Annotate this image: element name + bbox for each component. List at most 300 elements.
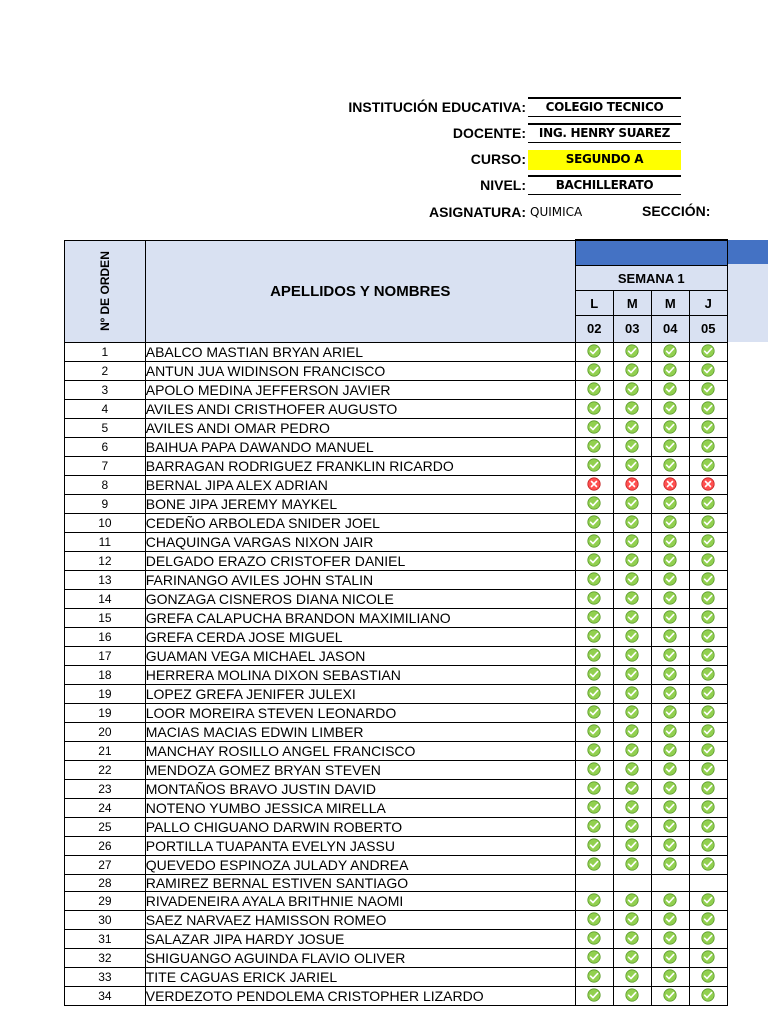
attendance-cell[interactable]: [575, 361, 613, 380]
check-circle-icon: [625, 819, 639, 833]
attendance-cell[interactable]: [651, 760, 689, 779]
attendance-cell[interactable]: [689, 986, 727, 1005]
attendance-cell[interactable]: [651, 532, 689, 551]
check-circle-icon: [701, 515, 715, 529]
check-circle-icon: [625, 724, 639, 738]
table-row: [65, 475, 728, 494]
student-name: AVILES ANDI CRISTHOFER AUGUSTO: [145, 399, 575, 418]
check-circle-icon: [587, 912, 601, 926]
day-header: J: [689, 291, 727, 316]
attendance-cell[interactable]: [613, 418, 651, 437]
attendance-cell[interactable]: [689, 418, 727, 437]
check-circle-icon: [587, 969, 601, 983]
attendance-cell[interactable]: [613, 910, 651, 929]
check-circle-icon: [587, 458, 601, 472]
check-circle-icon: [663, 819, 677, 833]
attendance-cell[interactable]: [651, 570, 689, 589]
attendance-cell[interactable]: [613, 741, 651, 760]
attendance-cell[interactable]: [575, 570, 613, 589]
check-circle-icon: [663, 496, 677, 510]
check-circle-icon: [663, 629, 677, 643]
attendance-cell[interactable]: [575, 589, 613, 608]
check-circle-icon: [663, 648, 677, 662]
attendance-cell[interactable]: [651, 929, 689, 948]
attendance-cell[interactable]: [613, 684, 651, 703]
check-circle-icon: [625, 988, 639, 1002]
check-circle-icon: [587, 800, 601, 814]
student-name: MONTAÑOS BRAVO JUSTIN DAVID: [145, 779, 575, 798]
check-circle-icon: [701, 969, 715, 983]
check-circle-icon: [663, 950, 677, 964]
check-circle-icon: [701, 800, 715, 814]
student-name: LOPEZ GREFA JENIFER JULEXI: [145, 684, 575, 703]
check-circle-icon: [663, 382, 677, 396]
date-header: 05: [689, 316, 727, 342]
attendance-cell[interactable]: [651, 967, 689, 986]
attendance-cell[interactable]: [651, 513, 689, 532]
student-name: APOLO MEDINA JEFFERSON JAVIER: [145, 380, 575, 399]
attendance-cell[interactable]: [575, 342, 613, 361]
attendance-cell[interactable]: [575, 855, 613, 874]
attendance-cell[interactable]: [689, 891, 727, 910]
attendance-cell[interactable]: [651, 627, 689, 646]
table-row: [65, 722, 728, 741]
attendance-cell[interactable]: [689, 437, 727, 456]
attendance-cell[interactable]: [689, 855, 727, 874]
student-name: ABALCO MASTIAN BRYAN ARIEL: [145, 342, 575, 361]
attendance-cell[interactable]: [575, 891, 613, 910]
attendance-cell[interactable]: [651, 855, 689, 874]
check-circle-icon: [663, 344, 677, 358]
row-number: 34: [65, 986, 146, 1005]
check-circle-icon: [587, 743, 601, 757]
attendance-cell[interactable]: [613, 399, 651, 418]
orden-header: Nº DE ORDEN: [65, 240, 146, 342]
table-row: [65, 589, 728, 608]
check-circle-icon: [663, 439, 677, 453]
table-row: [65, 684, 728, 703]
table-row: [65, 817, 728, 836]
check-circle-icon: [625, 969, 639, 983]
check-circle-icon: [587, 762, 601, 776]
row-number: 32: [65, 948, 146, 967]
check-circle-icon: [663, 572, 677, 586]
date-header: 03: [613, 316, 651, 342]
table-row: [65, 551, 728, 570]
attendance-cell[interactable]: [689, 399, 727, 418]
table-row: [65, 967, 728, 986]
check-circle-icon: [625, 648, 639, 662]
check-circle-icon: [663, 988, 677, 1002]
attendance-cell[interactable]: [613, 986, 651, 1005]
attendance-cell[interactable]: [689, 967, 727, 986]
check-circle-icon: [625, 686, 639, 700]
student-name: CEDEÑO ARBOLEDA SNIDER JOEL: [145, 513, 575, 532]
check-circle-icon: [625, 515, 639, 529]
attendance-cell[interactable]: [651, 589, 689, 608]
attendance-cell[interactable]: [689, 380, 727, 399]
attendance-cell[interactable]: [575, 380, 613, 399]
attendance-cell[interactable]: [651, 342, 689, 361]
attendance-cell[interactable]: [613, 475, 651, 494]
attendance-cell[interactable]: [575, 646, 613, 665]
check-circle-icon: [663, 838, 677, 852]
attendance-cell[interactable]: [689, 760, 727, 779]
check-circle-icon: [587, 686, 601, 700]
attendance-cell[interactable]: [575, 741, 613, 760]
table-row: [65, 798, 728, 817]
attendance-cell[interactable]: [575, 817, 613, 836]
attendance-cell[interactable]: [689, 948, 727, 967]
attendance-cell[interactable]: [651, 817, 689, 836]
attendance-cell[interactable]: [613, 929, 651, 948]
row-number: 16: [65, 627, 146, 646]
attendance-cell[interactable]: [689, 646, 727, 665]
nivel-label: NIVEL:: [480, 177, 526, 193]
attendance-cell[interactable]: [613, 570, 651, 589]
attendance-cell[interactable]: [689, 570, 727, 589]
table-row: [65, 929, 728, 948]
table-row: [65, 570, 728, 589]
table-row: [65, 418, 728, 437]
check-circle-icon: [587, 667, 601, 681]
attendance-cell[interactable]: [613, 836, 651, 855]
attendance-cell[interactable]: [613, 760, 651, 779]
check-circle-icon: [663, 534, 677, 548]
attendance-cell[interactable]: [689, 589, 727, 608]
row-number: 24: [65, 798, 146, 817]
attendance-cell[interactable]: [651, 361, 689, 380]
student-name: NOTENO YUMBO JESSICA MIRELLA: [145, 798, 575, 817]
row-number: 7: [65, 456, 146, 475]
table-row: [65, 399, 728, 418]
table-row: [65, 760, 728, 779]
cross-circle-icon: [663, 477, 677, 491]
attendance-cell[interactable]: [575, 627, 613, 646]
check-circle-icon: [625, 553, 639, 567]
student-name: GREFA CALAPUCHA BRANDON MAXIMILIANO: [145, 608, 575, 627]
check-circle-icon: [701, 382, 715, 396]
check-circle-icon: [663, 800, 677, 814]
attendance-cell[interactable]: [613, 513, 651, 532]
student-name: LOOR MOREIRA STEVEN LEONARDO: [145, 703, 575, 722]
institucion-value: COLEGIO TECNICO: [528, 97, 681, 117]
attendance-cell[interactable]: [613, 665, 651, 684]
attendance-cell[interactable]: [689, 532, 727, 551]
attendance-cell[interactable]: [689, 741, 727, 760]
attendance-cell[interactable]: [651, 891, 689, 910]
attendance-cell[interactable]: [651, 836, 689, 855]
student-name: BARRAGAN RODRIGUEZ FRANKLIN RICARDO: [145, 456, 575, 475]
check-circle-icon: [663, 686, 677, 700]
check-circle-icon: [663, 893, 677, 907]
attendance-cell[interactable]: [651, 475, 689, 494]
attendance-cell[interactable]: [651, 986, 689, 1005]
attendance-cell[interactable]: [689, 910, 727, 929]
attendance-cell[interactable]: [613, 817, 651, 836]
day-header: L: [575, 291, 613, 316]
student-name: QUEVEDO ESPINOZA JULADY ANDREA: [145, 855, 575, 874]
table-row: [65, 948, 728, 967]
attendance-cell[interactable]: [689, 475, 727, 494]
attendance-cell[interactable]: [575, 399, 613, 418]
check-circle-icon: [587, 838, 601, 852]
attendance-cell[interactable]: [575, 986, 613, 1005]
attendance-cell[interactable]: [689, 608, 727, 627]
attendance-cell[interactable]: [613, 703, 651, 722]
row-number: 5: [65, 418, 146, 437]
attendance-cell[interactable]: [651, 874, 689, 891]
attendance-cell[interactable]: [613, 948, 651, 967]
attendance-cell[interactable]: [689, 494, 727, 513]
student-name: MACIAS MACIAS EDWIN LIMBER: [145, 722, 575, 741]
student-name: BONE JIPA JEREMY MAYKEL: [145, 494, 575, 513]
table-row: [65, 494, 728, 513]
check-circle-icon: [587, 591, 601, 605]
attendance-cell[interactable]: [613, 456, 651, 475]
attendance-cell[interactable]: [651, 703, 689, 722]
attendance-cell[interactable]: [575, 722, 613, 741]
check-circle-icon: [701, 762, 715, 776]
check-circle-icon: [625, 800, 639, 814]
attendance-cell[interactable]: [689, 456, 727, 475]
attendance-cell[interactable]: [651, 779, 689, 798]
check-circle-icon: [625, 572, 639, 586]
attendance-cell[interactable]: [613, 874, 651, 891]
attendance-cell[interactable]: [689, 874, 727, 891]
table-row: [65, 513, 728, 532]
check-circle-icon: [701, 950, 715, 964]
cross-circle-icon: [625, 477, 639, 491]
attendance-cell[interactable]: [651, 948, 689, 967]
row-number: 31: [65, 929, 146, 948]
check-circle-icon: [587, 988, 601, 1002]
row-number: 14: [65, 589, 146, 608]
row-number: 29: [65, 891, 146, 910]
attendance-cell[interactable]: [575, 475, 613, 494]
check-circle-icon: [625, 534, 639, 548]
check-circle-icon: [625, 762, 639, 776]
check-circle-icon: [587, 705, 601, 719]
check-circle-icon: [701, 857, 715, 871]
attendance-cell[interactable]: [575, 437, 613, 456]
row-number: 13: [65, 570, 146, 589]
check-circle-icon: [587, 893, 601, 907]
attendance-cell[interactable]: [689, 551, 727, 570]
attendance-cell[interactable]: [575, 779, 613, 798]
row-number: 28: [65, 874, 146, 891]
check-circle-icon: [587, 401, 601, 415]
attendance-cell[interactable]: [651, 646, 689, 665]
check-circle-icon: [701, 439, 715, 453]
table-row: [65, 380, 728, 399]
attendance-cell[interactable]: [689, 342, 727, 361]
check-circle-icon: [663, 781, 677, 795]
attendance-cell[interactable]: [575, 874, 613, 891]
attendance-cell[interactable]: [689, 684, 727, 703]
attendance-cell[interactable]: [575, 684, 613, 703]
attendance-cell[interactable]: [613, 891, 651, 910]
attendance-cell[interactable]: [651, 437, 689, 456]
check-circle-icon: [701, 724, 715, 738]
attendance-cell[interactable]: [575, 551, 613, 570]
table-row: [65, 836, 728, 855]
table-row: [65, 986, 728, 1005]
attendance-cell[interactable]: [575, 798, 613, 817]
row-number: 15: [65, 608, 146, 627]
student-name: SAEZ NARVAEZ HAMISSON ROMEO: [145, 910, 575, 929]
check-circle-icon: [663, 553, 677, 567]
attendance-cell[interactable]: [689, 627, 727, 646]
attendance-cell[interactable]: [651, 456, 689, 475]
attendance-cell[interactable]: [613, 380, 651, 399]
docente-label: DOCENTE:: [452, 125, 526, 141]
attendance-cell[interactable]: [575, 703, 613, 722]
table-row: [65, 665, 728, 684]
attendance-cell[interactable]: [689, 798, 727, 817]
date-header: 04: [651, 316, 689, 342]
student-name: DELGADO ERAZO CRISTOFER DANIEL: [145, 551, 575, 570]
attendance-cell[interactable]: [651, 380, 689, 399]
attendance-cell[interactable]: [689, 665, 727, 684]
attendance-cell[interactable]: [613, 342, 651, 361]
attendance-cell[interactable]: [651, 665, 689, 684]
table-row: [65, 741, 728, 760]
student-name: BAIHUA PAPA DAWANDO MANUEL: [145, 437, 575, 456]
attendance-cell[interactable]: [575, 836, 613, 855]
row-number: 25: [65, 817, 146, 836]
row-number: 8: [65, 475, 146, 494]
table-row: [65, 646, 728, 665]
check-circle-icon: [625, 931, 639, 945]
attendance-cell[interactable]: [575, 760, 613, 779]
attendance-cell[interactable]: [689, 513, 727, 532]
student-name: VERDEZOTO PENDOLEMA CRISTOPHER LIZARDO: [145, 986, 575, 1005]
check-circle-icon: [701, 610, 715, 624]
attendance-cell[interactable]: [651, 494, 689, 513]
attendance-cell[interactable]: [689, 779, 727, 798]
attendance-cell[interactable]: [575, 532, 613, 551]
row-number: 10: [65, 513, 146, 532]
check-circle-icon: [701, 401, 715, 415]
check-circle-icon: [625, 893, 639, 907]
check-circle-icon: [663, 363, 677, 377]
attendance-cell[interactable]: [689, 929, 727, 948]
check-circle-icon: [701, 781, 715, 795]
attendance-cell[interactable]: [689, 817, 727, 836]
attendance-cell[interactable]: [613, 855, 651, 874]
attendance-cell[interactable]: [651, 418, 689, 437]
attendance-cell[interactable]: [575, 948, 613, 967]
docente-value: ING. HENRY SUAREZ: [528, 123, 681, 143]
attendance-cell[interactable]: [613, 551, 651, 570]
attendance-cell[interactable]: [689, 703, 727, 722]
attendance-cell[interactable]: [613, 532, 651, 551]
row-number: 18: [65, 665, 146, 684]
attendance-cell[interactable]: [613, 589, 651, 608]
check-circle-icon: [701, 496, 715, 510]
check-circle-icon: [701, 893, 715, 907]
student-name: FARINANGO AVILES JOHN STALIN: [145, 570, 575, 589]
check-circle-icon: [625, 363, 639, 377]
check-circle-icon: [587, 439, 601, 453]
attendance-cell[interactable]: [613, 779, 651, 798]
check-circle-icon: [587, 950, 601, 964]
attendance-cell[interactable]: [613, 722, 651, 741]
attendance-cell[interactable]: [689, 361, 727, 380]
attendance-cell[interactable]: [575, 929, 613, 948]
attendance-cell[interactable]: [613, 494, 651, 513]
day-header: M: [651, 291, 689, 316]
attendance-cell[interactable]: [613, 627, 651, 646]
check-circle-icon: [663, 591, 677, 605]
attendance-cell[interactable]: [575, 967, 613, 986]
institucion-label: INSTITUCIÓN EDUCATIVA:: [348, 99, 526, 115]
check-circle-icon: [587, 534, 601, 548]
check-circle-icon: [663, 610, 677, 624]
attendance-cell[interactable]: [651, 399, 689, 418]
table-row: [65, 437, 728, 456]
student-name: GONZAGA CISNEROS DIANA NICOLE: [145, 589, 575, 608]
attendance-cell[interactable]: [613, 967, 651, 986]
check-circle-icon: [587, 629, 601, 643]
attendance-cell[interactable]: [651, 684, 689, 703]
check-circle-icon: [701, 572, 715, 586]
table-row: [65, 532, 728, 551]
student-name: GREFA CERDA JOSE MIGUEL: [145, 627, 575, 646]
attendance-cell[interactable]: [575, 513, 613, 532]
attendance-cell[interactable]: [613, 798, 651, 817]
check-circle-icon: [625, 743, 639, 757]
check-circle-icon: [587, 857, 601, 871]
attendance-cell[interactable]: [689, 836, 727, 855]
attendance-cell[interactable]: [613, 646, 651, 665]
check-circle-icon: [701, 912, 715, 926]
check-circle-icon: [663, 762, 677, 776]
check-circle-icon: [587, 648, 601, 662]
attendance-cell[interactable]: [651, 741, 689, 760]
check-circle-icon: [625, 401, 639, 415]
check-circle-icon: [625, 439, 639, 453]
attendance-cell[interactable]: [651, 798, 689, 817]
attendance-cell[interactable]: [575, 456, 613, 475]
row-number: 11: [65, 532, 146, 551]
check-circle-icon: [701, 629, 715, 643]
attendance-cell[interactable]: [651, 910, 689, 929]
attendance-cell[interactable]: [575, 910, 613, 929]
row-number: 30: [65, 910, 146, 929]
attendance-cell[interactable]: [613, 437, 651, 456]
attendance-cell[interactable]: [613, 361, 651, 380]
check-circle-icon: [701, 819, 715, 833]
curso-label: CURSO:: [470, 151, 526, 167]
attendance-cell[interactable]: [651, 551, 689, 570]
attendance-cell[interactable]: [575, 665, 613, 684]
student-name: PORTILLA TUAPANTA EVELYN JASSU: [145, 836, 575, 855]
attendance-cell[interactable]: [651, 608, 689, 627]
check-circle-icon: [625, 382, 639, 396]
attendance-cell[interactable]: [575, 608, 613, 627]
attendance-cell[interactable]: [613, 608, 651, 627]
attendance-cell[interactable]: [575, 418, 613, 437]
row-number: 33: [65, 967, 146, 986]
attendance-cell[interactable]: [651, 722, 689, 741]
attendance-cell[interactable]: [689, 722, 727, 741]
attendance-cell[interactable]: [575, 494, 613, 513]
check-circle-icon: [625, 705, 639, 719]
check-circle-icon: [587, 610, 601, 624]
check-circle-icon: [663, 458, 677, 472]
